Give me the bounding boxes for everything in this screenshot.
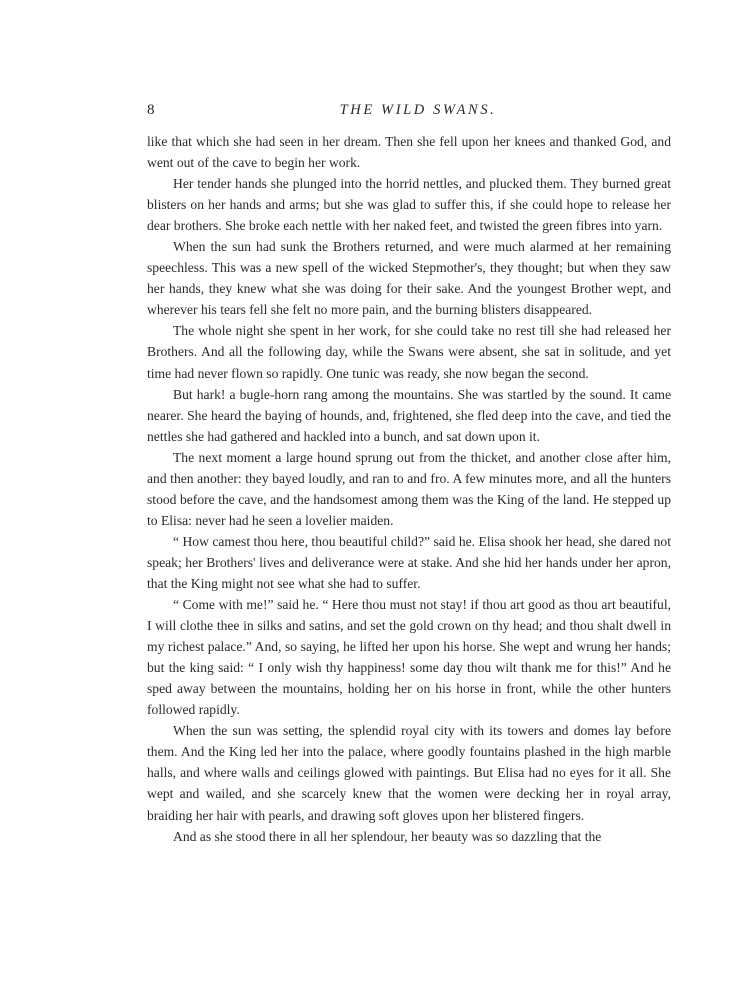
paragraph: The next moment a large hound sprung out from the thicket, and another close after him, and then another: they bayed loudly, and ran to and fro. A few minutes more, and all the hunters stood before the cave, and the handsomest among them was the King of the land. He stepped up to Elisa: never had he seen a lovelier maiden. (147, 449, 671, 528)
running-title: THE WILD SWANS. (339, 102, 497, 118)
paragraph-continuation: like that which she had seen in her dream. Then she fell upon her knees and thanked God, and went out of the cave to begin her work. (147, 134, 671, 171)
body-text (147, 131, 671, 847)
paragraph: And as she stood there in all her splendour, her beauty was so dazzling that the (173, 828, 602, 844)
page-number: 8 (147, 102, 155, 118)
page-header (147, 100, 671, 124)
paragraph: “ Come with me!” said he. “ Here thou must not stay! if thou art good as thou art beautiful, I will clothe thee in silks and satins, and set the gold crown on thy head; and thou shalt dwell in my richest palace.” And, so saying, he lifted her upon his horse. She wept and wrung her hands; but the king said: “ I only wish thy happiness! some day thou wilt thank me for this!” And he sped away between the mountains, holding her on his horse in front, while the other hunters followed rapidly. (147, 597, 671, 718)
paragraph: “ How camest thou here, thou beautiful child?” said he. Elisa shook her head, she dared not speak; her Brothers' lives and deliverance were at stake. And she hid her hands under her apron, that the King might not see what she had to suffer. (147, 533, 671, 591)
paragraph: When the sun was setting, the splendid royal city with its towers and domes lay before them. And the King led her into the palace, where goodly fountains plashed in the high marble halls, and where walls and ceilings glowed with paintings. But Elisa had no eyes for it all. She wept and wailed, and she scarcely knew that the women were decking her in royal array, braiding her hair with pearls, and drawing soft gloves upon her blistered fingers. (147, 723, 671, 823)
paragraph: When the sun had sunk the Brothers returned, and were much alarmed at her remaining speechless. This was a new spell of the wicked Stepmother's, they thought; but when they saw her hands, they knew what she was doing for their sake. And the youngest Brother wept, and wherever his tears fell she felt no more pain, and the burning blisters disappeared. (147, 239, 671, 318)
paragraph: Her tender hands she plunged into the horrid nettles, and plucked them. They burned great blisters on her hands and arms; but she was glad to suffer this, if she could hope to release her dear brothers. She broke each nettle with her naked feet, and twisted the green fibres into yarn. (147, 176, 671, 234)
paragraph: The whole night she spent in her work, for she could take no rest till she had released her Brothers. And all the following day, while the Swans were absent, she sat in solitude, and yet time had never flown so rapidly. One tunic was ready, she now began the second. (147, 323, 671, 381)
paragraph: But hark! a bugle-horn rang among the mountains. She was startled by the sound. It came nearer. She heard the baying of hounds, and, frightened, she fled deep into the cave, and tied the nettles she had gathered and hackled into a bunch, and sat down upon it. (147, 386, 671, 444)
